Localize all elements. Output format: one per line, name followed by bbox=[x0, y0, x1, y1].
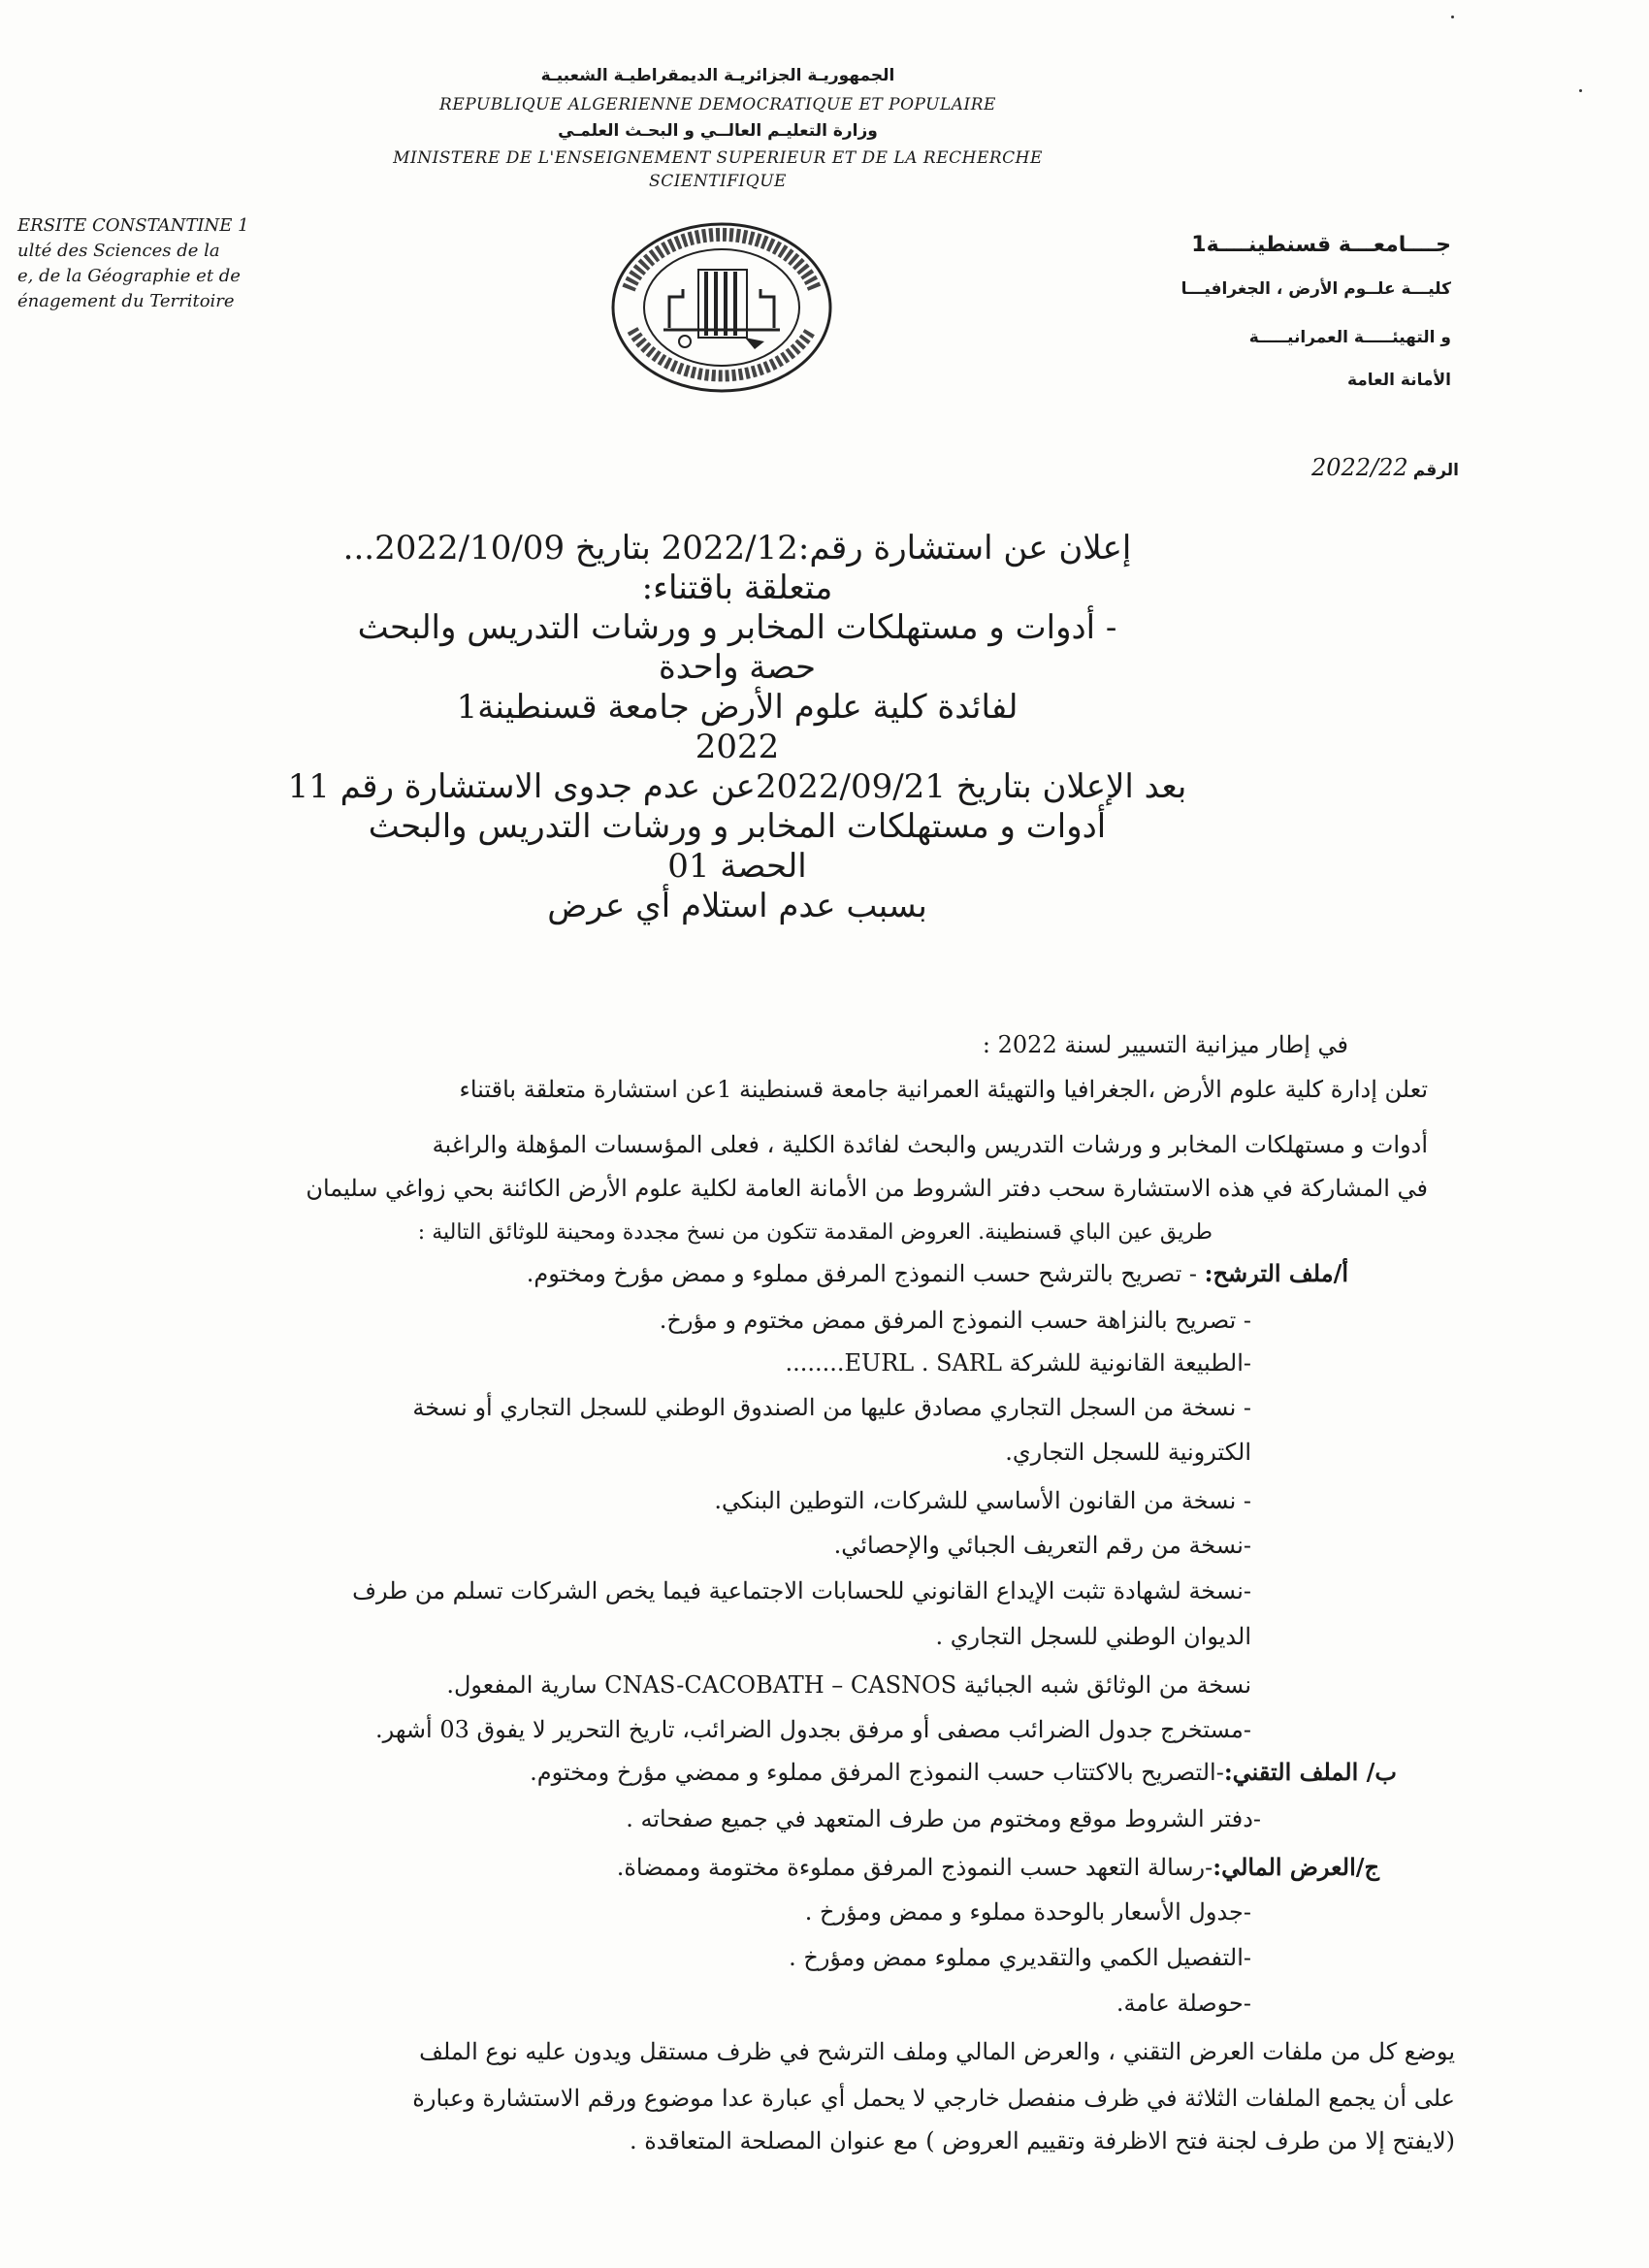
title-line: أدوات و مستهلكات المخابر و ورشات التدريس والبحث bbox=[368, 807, 1107, 846]
list-item: -نسخة لشهادة تثبت الإيداع القانوني للحسابات الاجتماعية فيما يخص الشركات تسلم من طرف bbox=[352, 1577, 1251, 1604]
list-item: -التصريح بالاكتتاب حسب النموذج المرفق مملوء و ممضي مؤرخ ومختوم. bbox=[530, 1759, 1224, 1786]
university-fr-line: ERSITE CONSTANTINE 1 bbox=[17, 215, 249, 236]
scan-mark bbox=[1579, 89, 1582, 92]
body-line: في المشاركة في هذه الاستشارة سحب دفتر الشروط من الأمانة العامة لكلية علوم الأرض الكائنة بحي زواغي سليمان bbox=[306, 1175, 1428, 1202]
reference-number bbox=[1311, 454, 1459, 481]
closing-paragraph: يوضع كل من ملفات العرض التقني ، والعرض المالي وملف الترشح في ظرف مستقل ويدون عليه نوع الملف bbox=[419, 2038, 1455, 2065]
section-b-label: ب/ الملف التقني: bbox=[1223, 1758, 1397, 1786]
title-line: بعد الإعلان بتاريخ 2022/09/21عن عدم جدوى الاستشارة رقم 11 bbox=[287, 767, 1187, 806]
scan-mark bbox=[1451, 16, 1454, 18]
secretariat-ar: الأمانة العامة bbox=[1346, 371, 1451, 390]
reference-label: الرقم bbox=[1412, 461, 1459, 480]
section-a-first bbox=[527, 1259, 1348, 1288]
ministry-ar: وزارة التعليـم العالــي و البحـث العلمـي bbox=[558, 121, 878, 141]
list-item: -دفتر الشروط موقع ومختوم من طرف المتعهد في جميع صفحاته . bbox=[626, 1805, 1261, 1832]
list-item: - تصريح بالترشح حسب النموذج المرفق مملوء و ممض مؤرخ ومختوم. bbox=[526, 1260, 1205, 1287]
faculty-ar-2: و التهيئـــــة العمرانيـــــة bbox=[1248, 328, 1451, 347]
university-seal bbox=[609, 221, 834, 394]
announcement-title bbox=[252, 529, 1222, 926]
title-line: - أدوات و مستهلكات المخابر و ورشات التدريس والبحث bbox=[357, 608, 1117, 647]
body-line: أدوات و مستهلكات المخابر و ورشات التدريس والبحث لفائدة الكلية ، فعلى المؤسسات المؤهلة والراغبة bbox=[432, 1131, 1428, 1158]
republic-ar: الجمهوريـة الجزائريـة الديمقراطيـة الشعبيـة bbox=[540, 66, 895, 85]
list-item: - تصريح بالنزاهة حسب النموذج المرفق ممض مختوم و مؤرخ. bbox=[659, 1307, 1251, 1334]
university-ar: جــــامعـــة قسنطينــــة1 bbox=[1191, 233, 1451, 257]
ministry-fr-2: SCIENTIFIQUE bbox=[649, 172, 787, 191]
list-item: الديوان الوطني للسجل التجاري . bbox=[935, 1623, 1251, 1650]
list-item: نسخة من الوثائق شبه الجبائية CNAS-CACOBATH – CASNOS سارية المفعول. bbox=[446, 1671, 1251, 1699]
list-item: -رسالة التعهد حسب النموذج المرفق مملوءة مختومة وممضاة. bbox=[616, 1854, 1213, 1881]
body-line: طريق عين الباي قسنطينة. العروض المقدمة تتكون من نسخ مجددة ومحينة للوثائق التالية : bbox=[417, 1220, 1212, 1245]
title-line: الحصة 01 bbox=[667, 847, 807, 886]
ministry-fr: MINISTERE DE L'ENSEIGNEMENT SUPERIEUR ET DE LA RECHERCHE bbox=[393, 148, 1043, 168]
body-line: تعلن إدارة كلية علوم الأرض ،الجغرافيا والتهيئة العمرانية جامعة قسنطينة 1عن استشارة متعلقة باقتناء bbox=[459, 1076, 1428, 1103]
section-c-label: ج/العرض المالي: bbox=[1212, 1853, 1379, 1881]
list-item: - نسخة من السجل التجاري مصادق عليها من الصندوق الوطني للسجل التجاري أو نسخة bbox=[412, 1394, 1251, 1421]
list-item: - نسخة من القانون الأساسي للشركات، التوطين البنكي. bbox=[714, 1487, 1251, 1514]
list-item: -التفصيل الكمي والتقديري مملوء ممض ومؤرخ . bbox=[789, 1944, 1251, 1971]
faculty-fr-line: ulté des Sciences de la bbox=[17, 241, 220, 261]
title-line: إعلان عن استشارة رقم:2022/12 بتاريخ 2022/10/09... bbox=[342, 529, 1132, 567]
section-a-label: أ/ملف الترشح: bbox=[1204, 1259, 1348, 1287]
faculty-fr-line: e, de la Géographie et de bbox=[17, 266, 241, 286]
seal-logo-icon bbox=[609, 221, 834, 394]
title-line: بسبب عدم استلام أي عرض bbox=[547, 887, 927, 925]
list-item: -حوصلة عامة. bbox=[1116, 1990, 1251, 2017]
faculty-fr-line: énagement du Territoire bbox=[17, 291, 235, 311]
list-item: -نسخة من رقم التعريف الجبائي والإحصائي. bbox=[833, 1532, 1251, 1559]
title-line: 2022 bbox=[695, 728, 780, 766]
section-b-first bbox=[530, 1758, 1397, 1787]
title-line: حصة واحدة bbox=[658, 648, 817, 687]
list-item: -جدول الأسعار بالوحدة مملوء و ممض ومؤرخ . bbox=[804, 1898, 1251, 1926]
closing-paragraph: على أن يجمع الملفات الثلاثة في ظرف منفصل خارجي لا يحمل أي عبارة عدا موضوع ورقم الاستشارة وعبارة bbox=[412, 2085, 1455, 2112]
title-line: لفائدة كلية علوم الأرض جامعة قسنطينة1 bbox=[456, 688, 1018, 727]
reference-value: 2022/22 bbox=[1310, 454, 1408, 481]
closing-paragraph: (لايفتح إلا من طرف لجنة فتح الاظرفة وتقييم العروض ) مع عنوان المصلحة المتعاقدة . bbox=[629, 2127, 1455, 2155]
title-line: متعلقة باقتناء: bbox=[641, 568, 833, 607]
list-item: -الطبيعة القانونية للشركة EURL . SARL........ bbox=[785, 1349, 1251, 1377]
faculty-ar: كليـــة علــوم الأرض ، الجغرافيـــا bbox=[1180, 279, 1451, 299]
university-fr-block bbox=[17, 213, 249, 314]
list-item: الكترونية للسجل التجاري. bbox=[1005, 1439, 1251, 1466]
list-item: -مستخرج جدول الضرائب مصفى أو مرفق بجدول الضرائب، تاريخ التحرير لا يفوق 03 أشهر. bbox=[375, 1716, 1251, 1743]
republic-fr: REPUBLIQUE ALGERIENNE DEMOCRATIQUE ET POPULAIRE bbox=[439, 95, 996, 114]
section-c-first bbox=[617, 1853, 1379, 1882]
intro-line: في إطار ميزانية التسيير لسنة 2022 : bbox=[982, 1031, 1348, 1058]
